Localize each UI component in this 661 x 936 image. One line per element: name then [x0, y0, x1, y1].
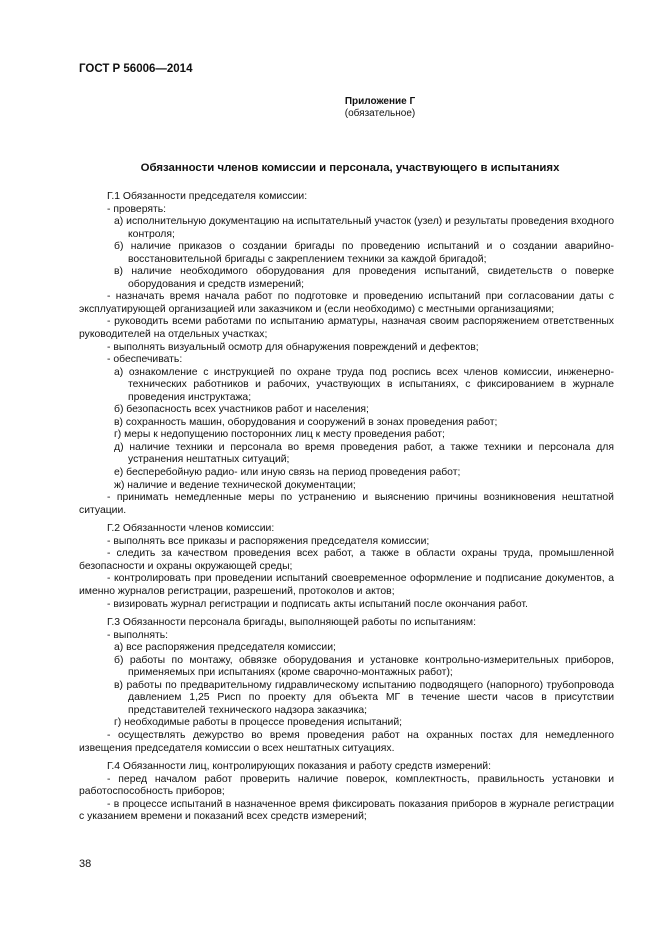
list-item: а) ознакомление с инструкцией по охране труда под роспись всех членов комиссии, инженерно-технических работников и рабочих, участвующих в испытаниях, с фиксированием в журнале проведения инструктажа;	[114, 366, 614, 403]
page-title: Обязанности членов комиссии и персонала, участвующего в испытаниях	[140, 162, 560, 174]
list-item: - обеспечивать:	[107, 354, 183, 366]
list-item: ж) наличие и ведение технической документации;	[114, 479, 356, 491]
list-item: в) наличие необходимого оборудования для проведения испытаний, свидетельств о поверке оборудования и средств измерений;	[114, 266, 614, 290]
list-item: в) сохранность машин, оборудования и сооружений в зонах проведения работ;	[114, 416, 498, 428]
list-item: - визировать журнал регистрации и подписать акты испытаний после окончания работ.	[107, 598, 528, 610]
list-item: в) работы по предварительному гидравлическому испытанию подводящего (напорного) трубопровода давлением 1,25 Pисп по проекту для объекта МГ в течение шести часов в присутствии представителей технического надзора заказчика;	[114, 679, 614, 716]
list-item: г) необходимые работы в процессе проведения испытаний;	[114, 717, 403, 729]
list-item: - выполнять все приказы и распоряжения председателя комиссии;	[107, 535, 430, 547]
annex-header	[230, 96, 530, 120]
list-item: - следить за качеством проведения всех работ, а также в области охраны труда, промышленной безопасности и охраны окружающей среды;	[79, 548, 614, 572]
list-item: - выполнять визуальный осмотр для обнаружения повреждений и дефектов;	[107, 341, 479, 353]
list-item: - принимать немедленные меры по устранению и выяснению причины возникновения нештатной ситуации.	[79, 492, 614, 516]
list-item: а) все распоряжения председателя комиссии;	[114, 642, 336, 654]
list-item: - назначать время начала работ по подготовке и проведению испытаний при согласовании даты с эксплуатирующей организацией или заказчиком и (если необходимо) с местными организациями;	[79, 291, 614, 315]
list-item: е) бесперебойную радио- или иную связь на период проведения работ;	[114, 467, 461, 479]
standard-code: ГОСТ Р 56006—2014	[79, 63, 193, 75]
list-item: - проверять:	[107, 203, 167, 215]
list-item: - осуществлять дежурство во время проведения работ на охранных постах для немедленного извещения председателя комиссии о всех нештатных ситуациях.	[79, 729, 614, 754]
section-heading: Г.2 Обязанности членов комиссии:	[107, 523, 275, 535]
list-item: а) исполнительную документацию на испытательный участок (узел) и результаты проведения входного контроля;	[114, 216, 614, 240]
list-item: - в процессе испытаний в назначенное время фиксировать показания приборов в журнале регистрации с указанием времени и показаний всех средств измерений;	[79, 798, 614, 823]
section-heading: Г.3 Обязанности персонала бригады, выполняющей работы по испытаниям:	[107, 617, 476, 629]
list-item: б) безопасность всех участников работ и населения;	[114, 404, 369, 416]
list-item: б) работы по монтажу, обвязке оборудования и установке контрольно-измерительных приборов, применяемых при испытаниях (кроме сварочно-монтажных работ);	[114, 654, 614, 679]
list-item: д) наличие техники и персонала во время проведения работ, а также техники и персонала для устранения нештатных ситуаций;	[114, 441, 614, 466]
list-item: б) наличие приказов о создании бригады по проведению испытаний и о создании аварийно-восстановительной бригады с закреплением техники за каждой бригадой;	[114, 241, 614, 265]
annex-status: (обязательное)	[344, 108, 416, 119]
list-item: - руководить всеми работами по испытанию арматуры, назначая своим распоряжением ответственных руководителей на отдельных участках;	[79, 316, 614, 341]
list-item: - перед началом работ проверить наличие поверок, комплектность, правильность установки и работоспособность приборов;	[79, 773, 614, 798]
page-number: 38	[79, 858, 92, 870]
list-item: - контролировать при проведении испытаний своевременное оформление и подписание документов, а именно журналов регистрации, разрешений, протоколов и актов;	[79, 573, 614, 597]
section-heading: Г.4 Обязанности лиц, контролирующих показания и работу средств измерений:	[107, 761, 491, 773]
document-body	[79, 191, 614, 824]
annex-title: Приложение Г	[344, 96, 416, 107]
section-heading: Г.1 Обязанности председателя комиссии:	[107, 191, 308, 202]
list-item: - выполнять:	[107, 629, 168, 641]
list-item: г) меры к недопущению посторонних лиц к месту проведения работ;	[114, 429, 445, 441]
